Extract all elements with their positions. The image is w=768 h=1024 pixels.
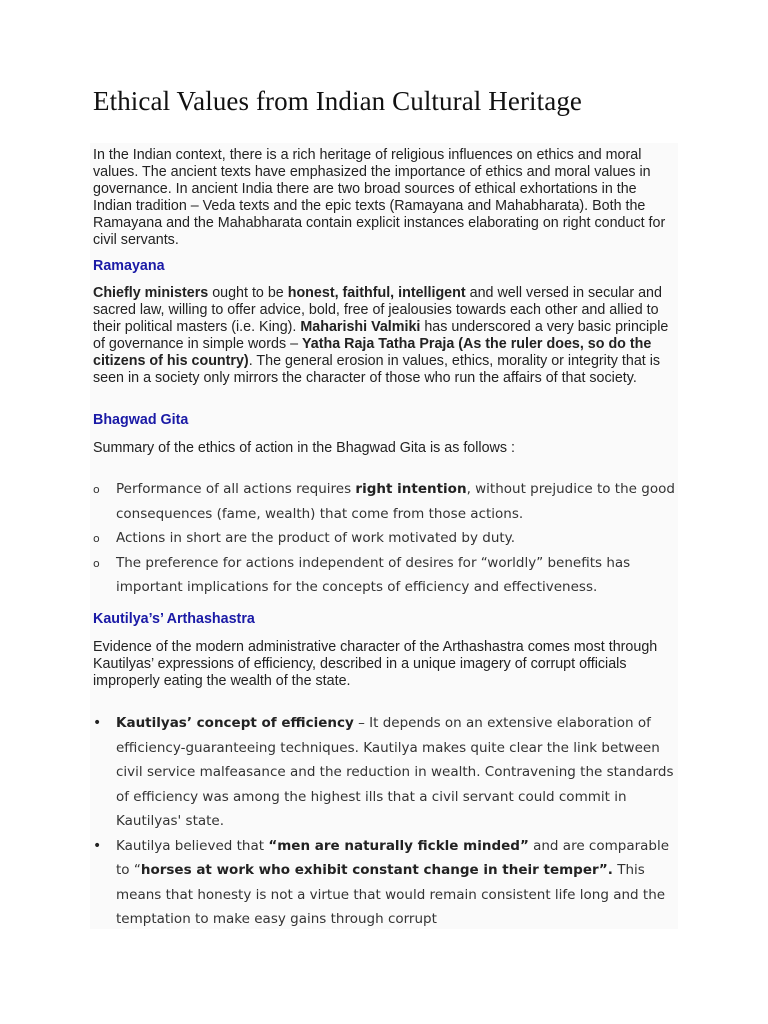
text: has underscored a very basic principle of governance in simple words –: [93, 318, 669, 352]
text: . The general erosion in values, ethics, morality or integrity that is seen in a society only mirrors the character of those who run the affairs of that society.: [93, 352, 661, 386]
list-item: [93, 477, 678, 526]
bold-text: Kautilyas’ concept of efficiency: [116, 715, 354, 731]
gita-list: [93, 477, 678, 600]
intro-paragraph: In the Indian context, there is a rich heritage of religious influences on ethics and moral values. The ancient texts have emphasized the importance of ethics and moral values in governance. In ancient India there are two broad sources of ethical exhortations in the Indian tradition – Veda texts and the epic texts (Ramayana and Mahabharata). Both the Ramayana and the Mahabharata contain explicit instances elaborating on right conduct for civil servants.: [93, 147, 666, 248]
text: This means that honesty is not a virtue that would remain consistent life long and the temptation to make easy gains through corrupt: [116, 862, 666, 927]
list-item: [93, 711, 678, 834]
list-item: [93, 551, 678, 600]
text: ought to be: [208, 285, 288, 301]
filled-bullet-icon: •: [93, 837, 102, 854]
bold-text: Chiefly ministers: [93, 285, 209, 301]
bold-text: Yatha Raja Tatha Praja (As the ruler does, so do the citizens of his country): [93, 335, 652, 369]
text: Kautilya believed that: [116, 837, 269, 854]
section-heading-bhagwad-gita: Bhagwad Gita: [93, 412, 189, 428]
arthashastra-list: [93, 711, 678, 932]
text: and are comparable to “: [116, 837, 670, 878]
hollow-bullet-icon: o: [93, 483, 100, 496]
text: and well versed in secular and sacred law, willing to offer advice, bold, free of jealousies towards each other and allied to their political masters (i.e. King).: [93, 285, 662, 335]
page-title: Ethical Values from Indian Cultural Heritage: [93, 86, 583, 116]
bold-text: right intention: [355, 481, 467, 497]
filled-bullet-icon: •: [93, 715, 102, 731]
list-item: [93, 834, 678, 932]
section-heading-arthashastra: Kautilya’s’ Arthashastra: [93, 611, 255, 627]
text: The preference for actions independent of desires for “worldly” benefits has important implications for the concepts of efficiency and effectiveness.: [116, 554, 631, 595]
section-heading-ramayana: Ramayana: [93, 258, 165, 274]
gita-summary: Summary of the ethics of action in the Bhagwad Gita is as follows :: [93, 440, 515, 456]
arthashastra-intro: Evidence of the modern administrative character of the Arthashastra comes most through Kautilyas’ expressions of efficiency, described in a unique imagery of corrupt officials improperly eating the wealth of the state.: [93, 639, 658, 689]
text: Performance of all actions requires: [116, 481, 356, 497]
bold-text: Maharishi Valmiki: [300, 318, 421, 335]
bold-text: honest, faithful, intelligent: [287, 285, 466, 301]
bold-text: horses at work who exhibit constant change in their temper”.: [140, 862, 613, 878]
hollow-bullet-icon: o: [93, 556, 100, 570]
text: , without prejudice to the good consequences (fame, wealth) that come from those actions.: [116, 481, 675, 522]
bold-text: “men are naturally fickle minded”: [268, 837, 529, 854]
text: Actions in short are the product of work motivated by duty.: [116, 530, 516, 546]
list-item: [93, 526, 678, 551]
text: – It depends on an extensive elaboration of efficiency-guaranteeing techniques. Kautilya makes quite clear the link between civil service malfeasance and the reduction in wealth. Contravening the standards of efficiency was among the highest ills that a civil servant could commit in Kautilyas' state.: [116, 715, 674, 829]
ramayana-paragraph: [93, 285, 678, 386]
hollow-bullet-icon: o: [93, 532, 100, 545]
